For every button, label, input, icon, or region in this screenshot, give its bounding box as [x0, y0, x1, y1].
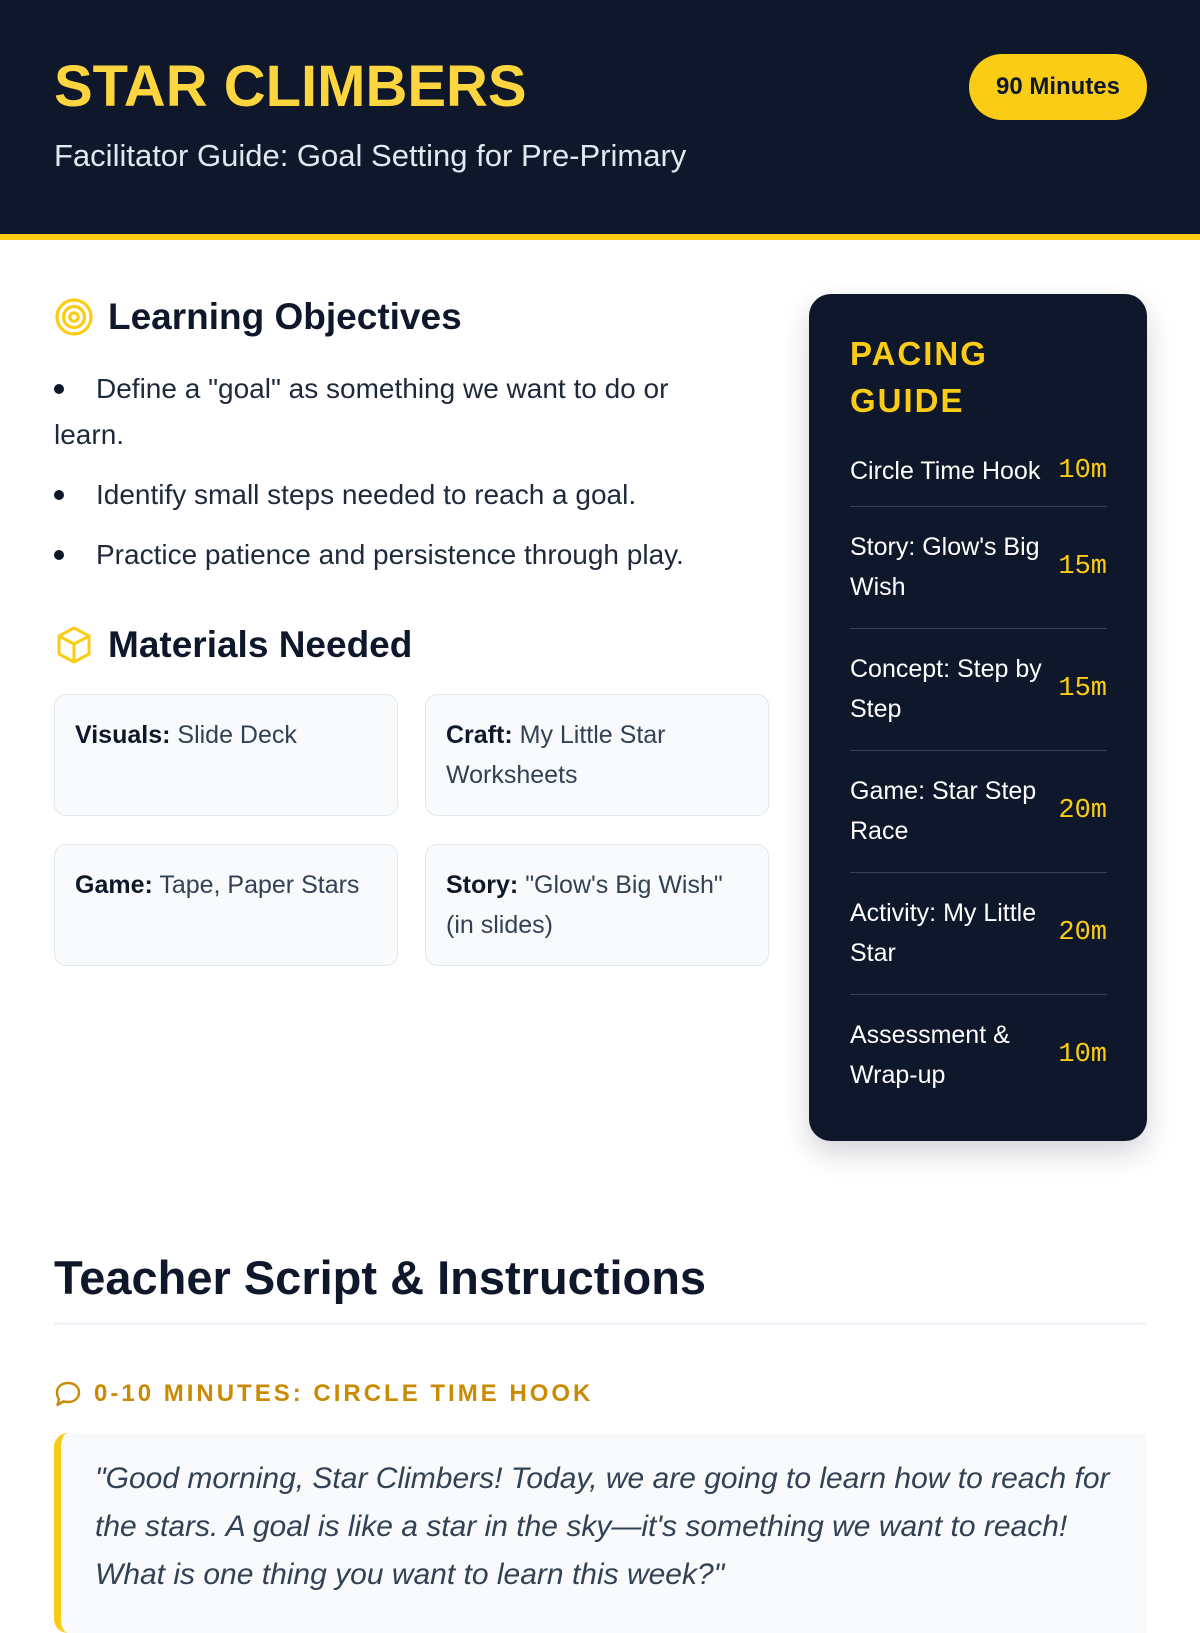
pacing-row — [850, 873, 1107, 995]
pacing-time: 10m — [1058, 456, 1107, 486]
objective-item — [54, 366, 744, 458]
step-heading-text: 0-10 MINUTES: CIRCLE TIME HOOK — [94, 1380, 594, 1407]
bullet-icon — [54, 532, 96, 578]
box-icon — [54, 625, 94, 665]
pacing-row — [850, 507, 1107, 629]
pacing-row — [850, 751, 1107, 873]
objectives-heading — [54, 296, 462, 338]
section-divider — [54, 1322, 1147, 1325]
pacing-time: 15m — [1058, 552, 1107, 582]
pacing-row — [850, 629, 1107, 751]
material-label: Visuals: — [75, 721, 171, 749]
page-subtitle: Facilitator Guide: Goal Setting for Pre-Primary — [54, 138, 687, 173]
material-card — [425, 694, 769, 816]
material-label: Game: — [75, 871, 153, 899]
material-value: "Glow's Big Wish" (in slides) — [446, 871, 723, 939]
material-label: Craft: — [446, 721, 513, 749]
pacing-label: Concept: Step by Step — [850, 655, 1042, 723]
speech-bubble-icon — [54, 1380, 82, 1408]
material-card — [425, 844, 769, 966]
objective-item — [54, 532, 744, 578]
pacing-guide — [809, 294, 1147, 1141]
page-title: STAR CLIMBERS — [54, 54, 527, 119]
target-icon — [54, 297, 94, 337]
objective-text: Practice patience and persistence through play. — [96, 539, 684, 570]
pacing-label: Activity: My Little Star — [850, 899, 1037, 967]
objectives-list — [54, 366, 744, 592]
material-card — [54, 694, 398, 816]
pacing-time: 15m — [1058, 674, 1107, 704]
materials-heading-text: Materials Needed — [108, 624, 413, 665]
objective-text: Identify small steps needed to reach a goal. — [96, 479, 637, 510]
pacing-time: 20m — [1058, 796, 1107, 826]
objective-text: Define a "goal" as something we want to do or learn. — [54, 373, 669, 450]
pacing-label: Assessment & Wrap-up — [850, 1021, 1010, 1089]
materials-heading — [54, 624, 412, 666]
material-value: Slide Deck — [177, 721, 297, 749]
pacing-label: Circle Time Hook — [850, 457, 1041, 485]
pacing-time: 10m — [1058, 1040, 1107, 1070]
material-card — [54, 844, 398, 966]
material-value: My Little Star Worksheets — [446, 721, 666, 789]
bullet-icon — [54, 366, 96, 412]
script-quote: "Good morning, Star Climbers! Today, we are going to learn how to reach for the stars. A goal is like a star in the sky—it's something we want to reach! What is one thing you want to learn this week?" — [54, 1433, 1147, 1633]
pacing-label: Story: Glow's Big Wish — [850, 533, 1040, 601]
pacing-time: 20m — [1058, 918, 1107, 948]
step-heading — [54, 1380, 593, 1408]
pacing-row — [850, 451, 1107, 507]
pacing-title: PACING GUIDE — [850, 335, 988, 419]
script-heading: Teacher Script & Instructions — [54, 1251, 707, 1304]
bullet-icon — [54, 472, 96, 518]
material-label: Story: — [446, 871, 519, 899]
duration-badge: 90 Minutes — [969, 54, 1147, 120]
objectives-heading-text: Learning Objectives — [108, 296, 462, 337]
pacing-row — [850, 995, 1107, 1117]
page-header — [0, 0, 1200, 240]
pacing-label: Game: Star Step Race — [850, 777, 1037, 845]
objective-item — [54, 472, 744, 518]
material-value: Tape, Paper Stars — [159, 871, 360, 899]
